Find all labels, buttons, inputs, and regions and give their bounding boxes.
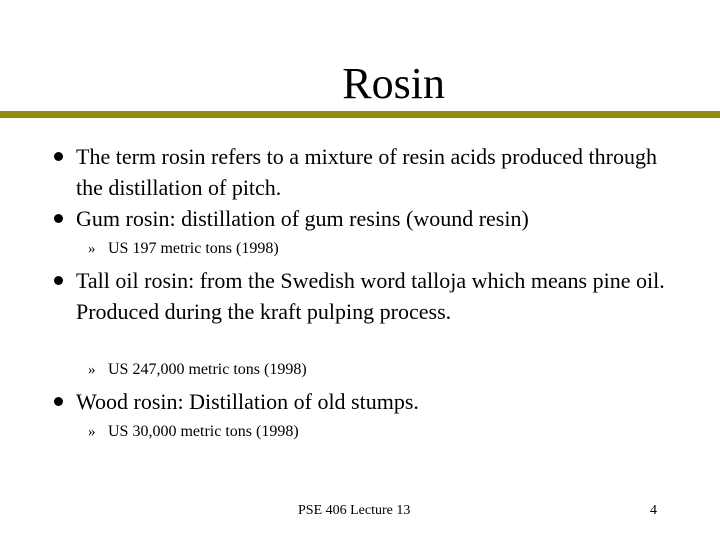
bullet-dot-icon [54, 214, 63, 223]
bullet-item [48, 203, 676, 234]
subbullet-item [88, 359, 307, 381]
bullet-item [48, 386, 676, 417]
bullet-text: Tall oil rosin: from the Swedish word talloja which means pine oil. Produced during the kraft pulping process. [76, 268, 665, 324]
bullet-dot-icon [54, 397, 63, 406]
subbullet-marker: » [88, 362, 96, 378]
bullet-dot-icon [54, 276, 63, 285]
bullet-text: Gum rosin: distillation of gum resins (wound resin) [76, 206, 529, 231]
footer-course-label: PSE 406 Lecture 13 [298, 503, 411, 518]
subbullet-marker: » [88, 241, 96, 257]
bullet-item [48, 265, 676, 327]
subbullet-marker: » [88, 424, 96, 440]
subbullet-text: US 247,000 metric tons (1998) [108, 361, 307, 378]
slide-title: Rosin [342, 59, 445, 108]
bullet-text: Wood rosin: Distillation of old stumps. [76, 389, 419, 414]
page-number: 4 [650, 503, 657, 518]
subbullet-item [88, 421, 299, 443]
subbullet-item [88, 238, 279, 260]
bullet-dot-icon [54, 152, 63, 161]
bullet-text: The term rosin refers to a mixture of resin acids produced through the distillation of pitch. [76, 144, 657, 200]
subbullet-text: US 30,000 metric tons (1998) [108, 423, 299, 440]
subbullet-text: US 197 metric tons (1998) [108, 240, 279, 257]
bullet-item [48, 141, 676, 203]
title-divider [0, 111, 720, 118]
